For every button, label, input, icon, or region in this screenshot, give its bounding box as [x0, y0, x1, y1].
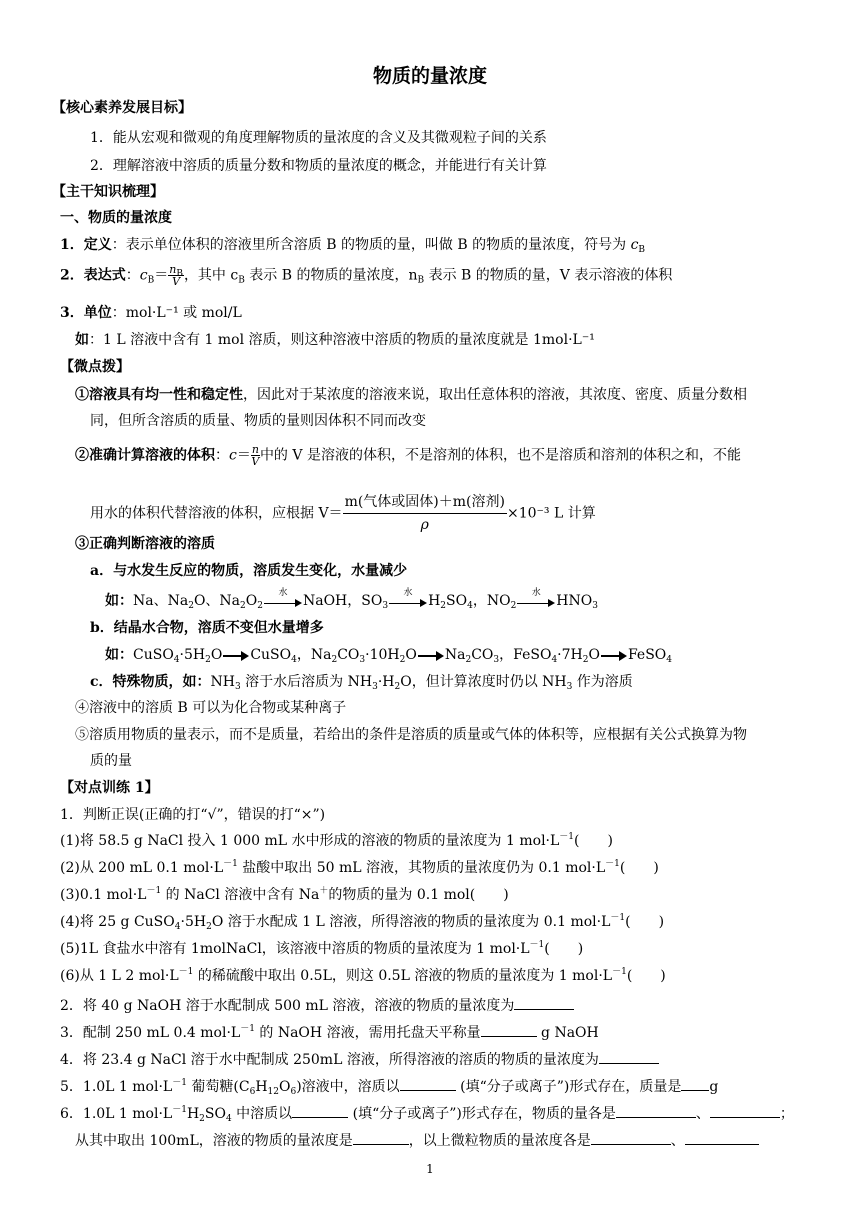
page-number: 1 [426, 1162, 434, 1176]
example-line: 如：1 L 溶液中含有 1 mol 溶质，则这种溶液中溶质的物质的量浓度就是 1mol·L⁻¹ [75, 332, 595, 348]
section-core-goals: 【核心素养发展目标】 [52, 100, 192, 116]
question-6-cont: 从其中取出 100mL，溶液的物质的量浓度是 ，以上微粒物质的量浓度各是 、 [75, 1130, 860, 1150]
question-5: 5．1.0L 1 $mol\cdot L^{-1}$ 葡萄糖$(C_6H_{12}O_6)$溶液中，溶质以 (填“分子或离子”)形式存在，质量是 g [60, 1078, 719, 1097]
expression-line: 2．表达式：$c_B=$ $\frac{n_B}{V}$ ，其中 $c_B$ 表示 B 的物质的量浓度，$n_B$ 表示 B 的物质的量，V 表示溶液的体积 [60, 263, 673, 288]
answer-blank[interactable] [400, 1076, 456, 1091]
tip-3b: b．结晶水合物，溶质不变但水量增多 [90, 620, 324, 636]
reaction-arrow-icon: 水 [264, 594, 302, 608]
reaction-arrow-icon: 水 [517, 594, 555, 608]
tip-5-cont: 质的量 [90, 753, 132, 769]
goal-2: 2．理解溶液中溶质的质量分数和物质的量浓度的概念，并能进行有关计算 [90, 158, 547, 174]
tip-1-cont: 同，但所含溶质的质量、物质的量则因体积不同而改变 [90, 413, 426, 429]
question-2: 2．将 40 g NaOH 溶于水配制成 500 mL 溶液，溶液的物质的量浓度为 [60, 995, 860, 1015]
answer-blank[interactable] [481, 1022, 537, 1037]
arrow-icon [601, 649, 627, 661]
page-title: 物质的量浓度 [372, 65, 487, 87]
answer-blank[interactable] [685, 1130, 759, 1145]
q1-item-5: (5)1L 食盐水中溶有 1molNaCl，该溶液中溶质的物质的量浓度为 1 $mol\cdot L^{-1}$( ) [60, 940, 584, 957]
question-1: 1．判断正误(正确的打“√”，错误的打“×”) [60, 807, 326, 823]
section-tips: 【微点拨】 [60, 359, 130, 375]
tip-2-cont: 用水的体积代替溶液的体积，应根据 V＝ $\frac{\text{m(气体或固体)＋m(溶剂)}}{\rho}$ ×10⁻³ L 计算 [90, 491, 860, 536]
q1-item-1: (1)将 58.5 g NaCl 投入 1 000 mL 水中形成的溶液的物质的量浓度为 1 $mol\cdot L^{-1}$( ) [60, 832, 613, 849]
answer-blank[interactable] [616, 1103, 696, 1118]
section-training: 【对点训练 1】 [60, 780, 159, 796]
goal-1: 1．能从宏观和微观的角度理解物质的量浓度的含义及其微观粒子间的关系 [90, 130, 547, 146]
definition-line: 1．定义：表示单位体积的溶液里所含溶质 B 的物质的量，叫做 B 的物质的量浓度，符号为 $c_B$ [60, 237, 646, 255]
reaction-arrow-icon: 水 [389, 594, 427, 608]
question-3: 3．配制 250 mL 0.4 $mol\cdot L^{-1}$ 的 NaOH 溶液，需用托盘天平称量 g NaOH [60, 1024, 599, 1041]
tip-3a-example: 如：Na、$Na_2O$、$Na_2O_2$ 水 NaOH，$SO_3$ 水 $H_2SO_4$，$NO_2$ 水 $HNO_3$ [105, 588, 598, 611]
tip-1: ①溶液具有均一性和稳定性，因此对于某浓度的溶液来说，取出任意体积的溶液，其浓度、密度、质量分数相 [75, 387, 747, 403]
question-6: 6．1.0L 1 $mol\cdot L^{-1}H_2SO_4$ 中溶质以 (填“分子或离子”)形式存在，物质的量各是 、 ； [60, 1105, 794, 1124]
q1-item-2: (2)从 200 mL 0.1 $mol\cdot L^{-1}$ 盐酸中取出 50 mL 溶液，其物质的量浓度仍为 0.1 $mol\cdot L^{-1}$( ) [60, 859, 659, 876]
unit-line: 3．单位：mol·L⁻¹ 或 mol/L [60, 305, 242, 321]
arrow-icon [418, 649, 444, 661]
answer-blank[interactable] [710, 1103, 780, 1118]
q1-item-3: (3)0.1 $mol\cdot L^{-1}$ 的 NaCl 溶液中含有 Na＋的物质的量为 0.1 mol( ) [60, 886, 509, 903]
tip-4: ④溶液中的溶质 B 可以为化合物或某种离子 [75, 700, 347, 716]
tip-5: ⑤溶质用物质的量表示，而不是质量，若给出的条件是溶质的质量或气体的体积等，应根据有关公式换算为物 [75, 727, 747, 743]
arrow-icon [223, 649, 249, 661]
tip-2: ②准确计算溶液的体积：c＝ $\frac{n}{V}$ 中的 V 是溶液的体积，不是溶剂的体积，也不是溶质和溶剂的体积之和，不能 [75, 443, 741, 468]
answer-blank[interactable] [681, 1076, 709, 1091]
tip-3c: c．特殊物质，如：$NH_3$ 溶于水后溶质为 $NH_3\cdot H_2O$，但计算浓度时仍以 $NH_3$ 作为溶质 [90, 674, 633, 692]
heading-1: 一、物质的量浓度 [60, 210, 172, 226]
answer-blank[interactable] [591, 1130, 671, 1145]
section-main-knowledge: 【主干知识梳理】 [52, 184, 164, 200]
tip-3b-example: 如：$CuSO_4\cdot 5H_2O$ CuSO$_4$，$Na_2CO_3\cdot 10H_2O$ $Na_2CO_3$，$FeSO_4\cdot 7H_2O$ FeSO$_4$ [105, 647, 673, 665]
question-4: 4．将 23.4 g NaCl 溶于水中配制成 250mL 溶液，所得溶液的溶质的物质的量浓度为 [60, 1049, 860, 1069]
tip-3a: a．与水发生反应的物质，溶质发生变化，水量减少 [90, 563, 408, 579]
answer-blank[interactable] [599, 1049, 659, 1064]
q1-item-4: (4)将 25 g $CuSO_4\cdot 5H_2O$ 溶于水配成 1 L 溶液，所得溶液的物质的量浓度为 0.1 $mol\cdot L^{-1}$( ) [60, 913, 665, 932]
answer-blank[interactable] [292, 1103, 348, 1118]
answer-blank[interactable] [353, 1130, 409, 1145]
q1-item-6: (6)从 1 L 2 $mol\cdot L^{-1}$ 的稀硫酸中取出 0.5L，则这 0.5L 溶液的物质的量浓度为 1 $mol\cdot L^{-1}$( ) [60, 967, 666, 984]
answer-blank[interactable] [514, 995, 574, 1010]
tip-3: ③正确判断溶液的溶质 [75, 536, 215, 552]
